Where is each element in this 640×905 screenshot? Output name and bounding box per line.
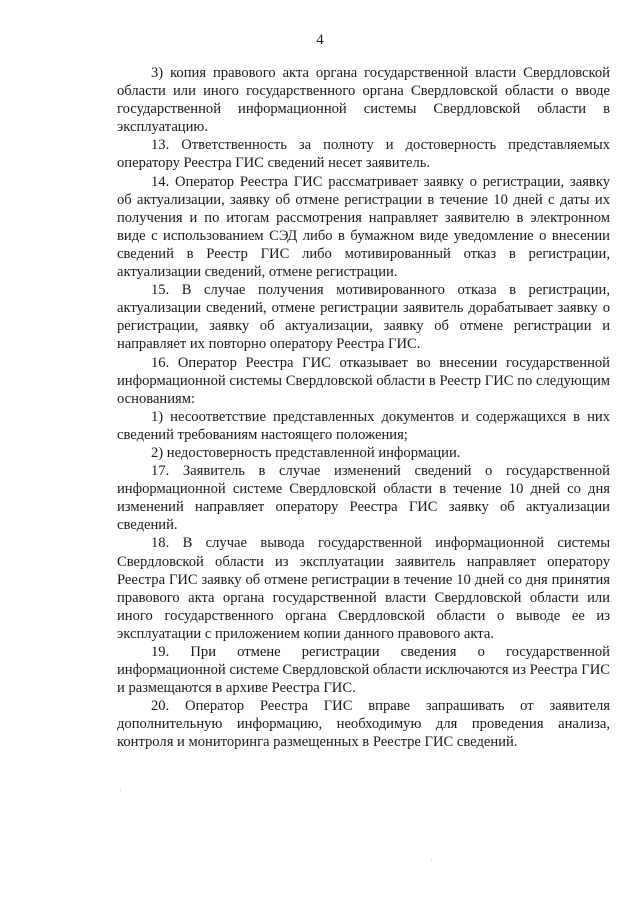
paragraph-18-decommission: 18. В случае вывода государственной информационной системы Свердловской области из эксплуатации заявитель направляет оператору Реестра ГИС заявку об отмене регистрации в течение 10 дней со дня принятия правового акта органа государственной власти Свердловской области или иного государственного органа Свердловской области о выводе ее из эксплуатации с приложением копии данного правового акта. [117,535,610,642]
paragraph-16-refusal-grounds: 16. Оператор Реестра ГИС отказывает во внесении государственной информационной системы Свердловской области в Реестр ГИС по следующим основаниям: [117,354,610,407]
document-body [117,64,610,752]
paragraph-ground-1-nonconformity: 1) несоответствие представленных документов и содержащихся в них сведений требованиям настоящего положения; [117,408,610,443]
paragraph-19-archive: 19. При отмене регистрации сведения о государственной информационной системе Свердловской области исключаются из Реестра ГИС и размещаются в архиве Реестра ГИС. [117,644,610,697]
paragraph-17-update-info: 17. Заявитель в случае изменений сведений о государственной информационной системе Свердловской области в течение 10 дней со дня изменений направляет оператору Реестра ГИС заявку об актуализации сведений. [117,463,610,534]
paragraph-13-responsibility: 13. Ответственность за полноту и достоверность представляемых оператору Реестра ГИС сведений несет заявитель. [117,137,610,172]
scan-speck [431,860,432,861]
scan-speck [120,790,121,791]
paragraph-item-3-copy-act: 3) копия правового акта органа государственной власти Свердловской области или иного государственного органа Свердловской области о вводе государственной информационной системы Свердловской области в эксплуатацию. [117,65,610,136]
paragraph-14-review-applications: 14. Оператор Реестра ГИС рассматривает заявку о регистрации, заявку об актуализации, заявку об отмене регистрации в течение 10 дней с даты их получения и по итогам рассмотрения направляет заявителю в электронном виде с использованием СЭД либо в бумажном виде уведомление о внесении сведений в Реестр ГИС либо мотивированный отказ в регистрации, актуализации сведений, отмене регистрации. [117,173,610,281]
paragraph-15-refusal-rework: 15. В случае получения мотивированного отказа в регистрации, актуализации сведений, отмене регистрации заявитель дорабатывает заявку о регистрации, заявку об актуализации, заявку об отмене регистрации и направляет их повторно оператору Реестра ГИС. [117,282,610,353]
paragraph-ground-2-unreliability: 2) недостоверность представленной информации. [151,444,461,461]
paragraph-20-request-info: 20. Оператор Реестра ГИС вправе запрашивать от заявителя дополнительную информацию, необходимую для проведения анализа, контроля и мониторинга размещенных в Реестре ГИС сведений. [117,698,610,751]
page-number: 4 [316,32,324,48]
